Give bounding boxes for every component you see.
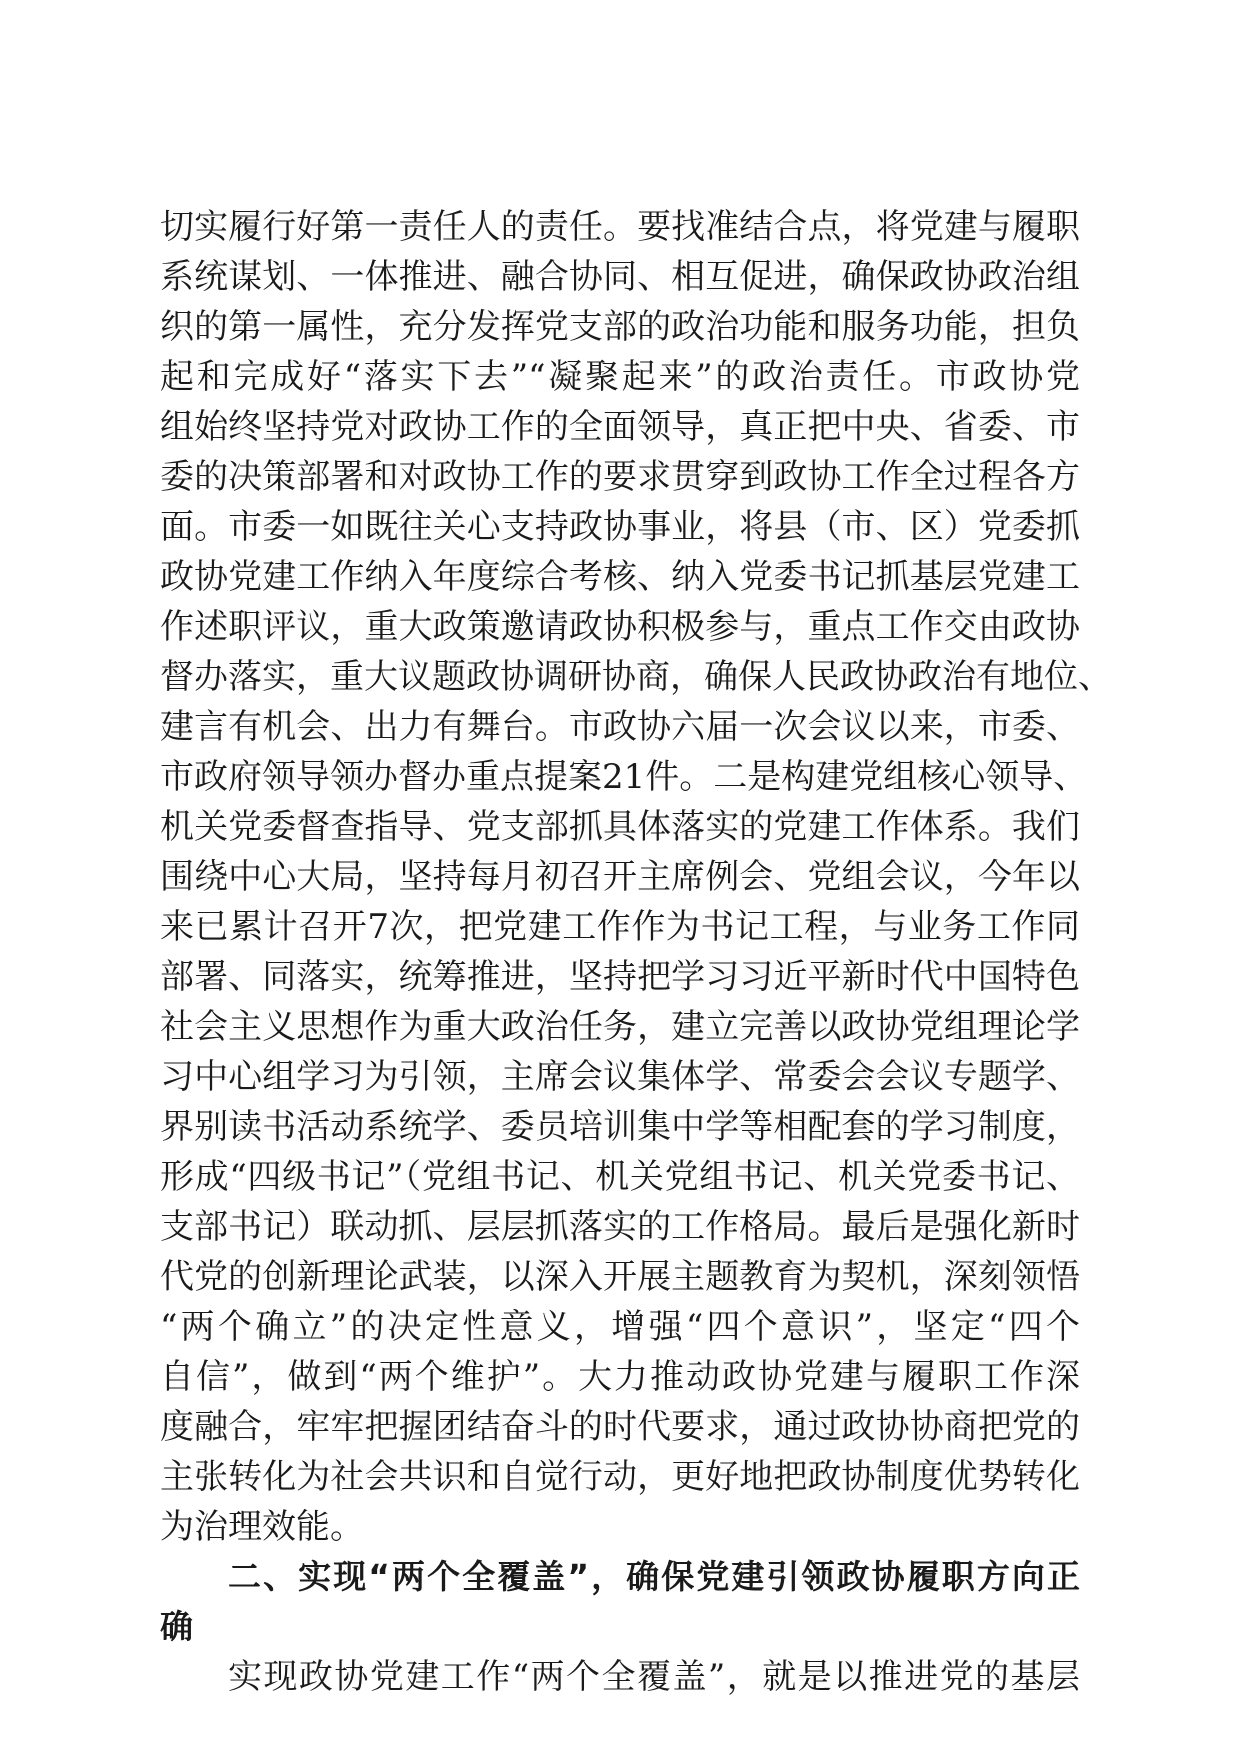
body-paragraph-1 [160, 202, 1112, 1552]
paragraph-line: 政协党建工作纳入年度综合考核、纳入党委书记抓基层党建工 [160, 557, 1080, 597]
body-paragraph-2 [160, 1652, 1080, 1702]
paragraph-line: 支部书记）联动抓、层层抓落实的工作格局。最后是强化新时 [160, 1207, 1080, 1247]
paragraph-line: “两个确立”的决定性意义，增强“四个意识”，坚定“四个 [160, 1307, 1080, 1347]
paragraph-line: 切实履行好第一责任人的责任。要找准结合点，将党建与履职 [160, 207, 1080, 247]
paragraph-line: 组始终坚持党对政协工作的全面领导，真正把中央、省委、市 [160, 407, 1080, 447]
section-heading-2 [160, 1552, 1080, 1652]
paragraph-line: 实现政协党建工作“两个全覆盖”，就是以推进党的基层 [228, 1657, 1080, 1697]
paragraph-line: 织的第一属性，充分发挥党支部的政治功能和服务功能，担负 [160, 307, 1080, 347]
section-heading-line: 确 [160, 1607, 193, 1646]
section-heading-line: 二、实现“两个全覆盖”，确保党建引领政协履职方向正 [228, 1557, 1080, 1596]
paragraph-line: 为治理效能。 [160, 1507, 364, 1547]
paragraph-line: 市政府领导领办督办重点提案21件。二是构建党组核心领导、 [160, 757, 1088, 797]
paragraph-line: 习中心组学习为引领，主席会议集体学、常委会会议专题学、 [160, 1057, 1080, 1097]
paragraph-line: 系统谋划、一体推进、融合协同、相互促进，确保政协政治组 [160, 257, 1080, 297]
paragraph-line: 起和完成好“落实下去”“凝聚起来”的政治责任。市政协党 [160, 357, 1080, 397]
paragraph-line: 部署、同落实，统筹推进，坚持把学习习近平新时代中国特色 [160, 957, 1080, 997]
paragraph-line: 界别读书活动系统学、委员培训集中学等相配套的学习制度， [160, 1107, 1080, 1147]
paragraph-line: 主张转化为社会共识和自觉行动，更好地把政协制度优势转化 [160, 1457, 1080, 1497]
paragraph-line: 督办落实，重大议题政协调研协商，确保人民政协政治有地位、 [160, 657, 1112, 697]
paragraph-line: 自信”，做到“两个维护”。大力推动政协党建与履职工作深 [160, 1357, 1080, 1397]
paragraph-line: 围绕中心大局，坚持每月初召开主席例会、党组会议，今年以 [160, 857, 1080, 897]
paragraph-line: 形成“四级书记”（党组书记、机关党组书记、机关党委书记、 [160, 1157, 1080, 1197]
paragraph-line: 度融合，牢牢把握团结奋斗的时代要求，通过政协协商把党的 [160, 1407, 1080, 1447]
paragraph-line: 社会主义思想作为重大政治任务，建立完善以政协党组理论学 [160, 1007, 1080, 1047]
paragraph-line: 面。市委一如既往关心支持政协事业，将县（市、区）党委抓 [160, 507, 1080, 547]
paragraph-line: 作述职评议，重大政策邀请政协积极参与，重点工作交由政协 [160, 607, 1080, 647]
paragraph-line: 建言有机会、出力有舞台。市政协六届一次会议以来，市委、 [160, 707, 1080, 747]
paragraph-line: 代党的创新理论武装，以深入开展主题教育为契机，深刻领悟 [160, 1257, 1080, 1297]
document-body [160, 202, 1112, 1702]
paragraph-line: 委的决策部署和对政协工作的要求贯穿到政协工作全过程各方 [160, 457, 1080, 497]
paragraph-line: 机关党委督查指导、党支部抓具体落实的党建工作体系。我们 [160, 807, 1080, 847]
paragraph-line: 来已累计召开7次，把党建工作作为书记工程，与业务工作同 [160, 907, 1080, 947]
